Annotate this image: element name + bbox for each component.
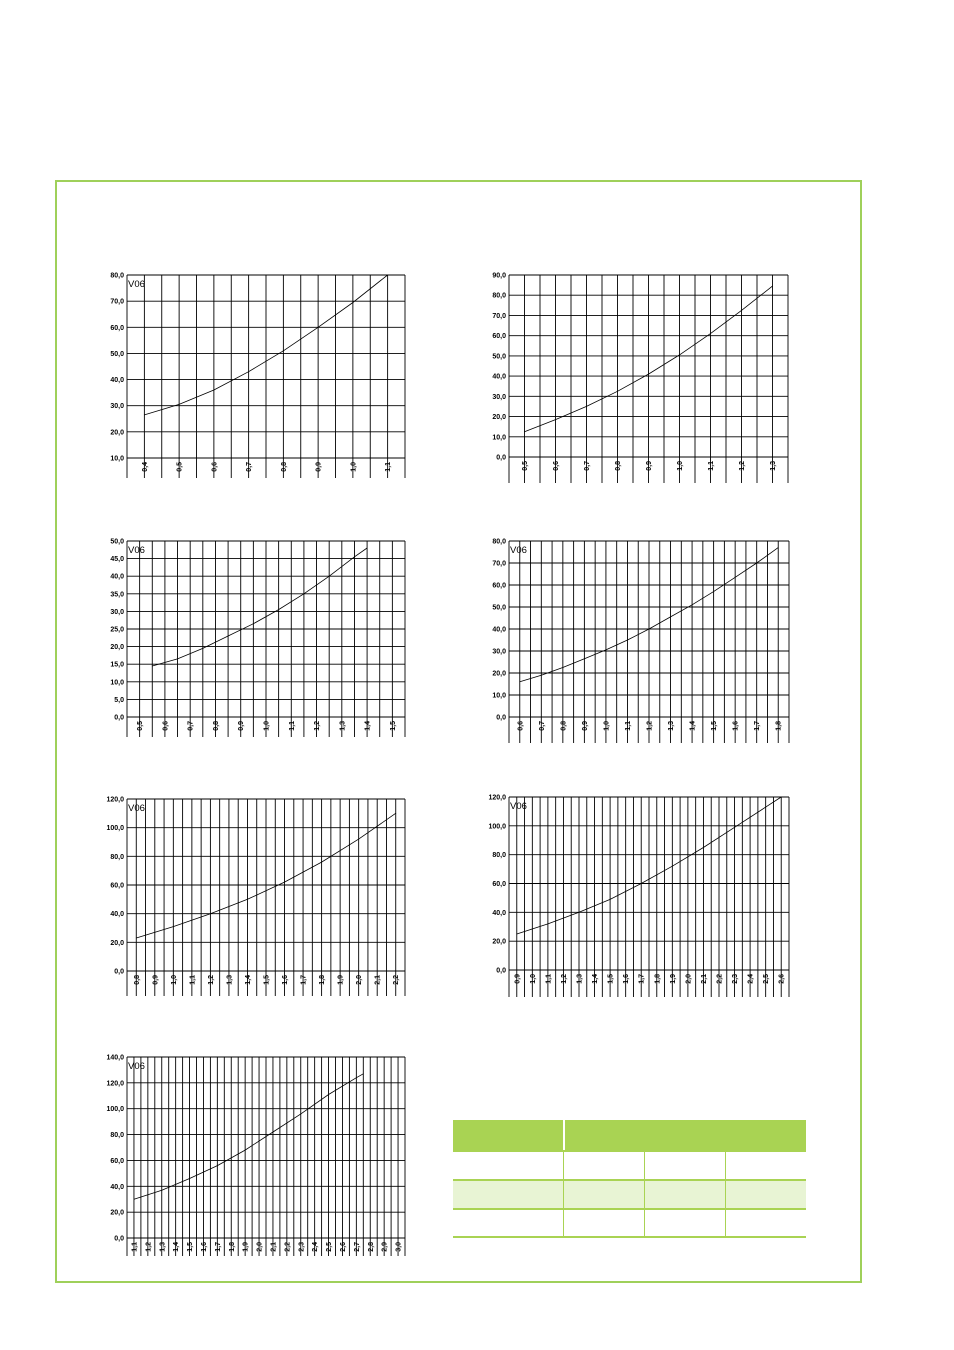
x-tick-label: 1,2	[646, 721, 654, 731]
y-tick-label: 70,0	[492, 312, 506, 320]
data-point	[584, 658, 585, 659]
table-divider	[725, 1181, 726, 1208]
x-tick-label: 0,6	[517, 721, 525, 731]
data-point	[756, 563, 757, 564]
y-tick-label: 40,0	[110, 573, 124, 581]
table-row	[453, 1179, 806, 1208]
x-tick-label: 2,3	[732, 974, 740, 984]
data-point	[321, 862, 322, 863]
data-point	[741, 310, 742, 311]
x-tick-label: 1,7	[754, 721, 762, 731]
data-point	[177, 659, 178, 660]
table-divider	[563, 1181, 564, 1208]
y-tick-label: 0,0	[496, 714, 506, 722]
y-tick-label: 20,0	[110, 429, 124, 437]
data-point	[273, 1132, 274, 1133]
data-point	[284, 882, 285, 883]
x-tick-label: 0,6	[553, 461, 560, 471]
data-point	[735, 577, 736, 578]
y-tick-label: 50,0	[110, 538, 124, 546]
data-point	[606, 650, 607, 651]
data-point	[778, 547, 779, 548]
x-tick-label: 1,3	[226, 975, 234, 985]
y-tick-label: 50,0	[492, 353, 506, 361]
x-tick-label: 1,5	[607, 974, 615, 984]
y-tick-label: 80,0	[110, 1132, 124, 1140]
x-tick-label: 0,8	[133, 975, 141, 985]
x-tick-label: 1,4	[364, 721, 372, 731]
x-tick-label: 2,2	[284, 1242, 292, 1252]
y-tick-label: 10,0	[110, 679, 124, 687]
x-tick-label: 1,0	[677, 461, 684, 471]
x-tick-label: 0,5	[137, 721, 145, 731]
table-divider	[644, 1152, 645, 1179]
data-point	[772, 286, 773, 287]
chart-6	[488, 795, 789, 998]
data-point	[356, 1077, 357, 1078]
series-label: V06	[510, 545, 527, 556]
y-tick-label: 30,0	[492, 648, 506, 656]
x-tick-label: 0,9	[646, 461, 653, 471]
data-point	[627, 640, 628, 641]
x-tick-label: 1,8	[319, 975, 327, 985]
y-tick-label: 0,0	[114, 968, 124, 976]
x-tick-label: 0,9	[315, 462, 323, 472]
x-tick-label: 2,1	[700, 974, 708, 984]
y-tick-label: 10,0	[110, 455, 124, 463]
data-point	[692, 604, 693, 605]
data-point	[586, 406, 587, 407]
y-tick-label: 15,0	[110, 661, 124, 669]
x-tick-label: 0,8	[212, 721, 220, 731]
x-tick-label: 3,0	[395, 1242, 403, 1252]
x-tick-label: 2,3	[298, 1242, 306, 1252]
data-point	[161, 1190, 162, 1191]
x-tick-label: 1,3	[770, 461, 777, 471]
x-tick-label: 0,5	[522, 461, 529, 471]
data-point	[189, 1178, 190, 1179]
x-tick-label: 1,9	[242, 1242, 250, 1252]
x-tick-label: 0,8	[560, 721, 568, 731]
y-tick-label: 20,0	[492, 938, 506, 946]
x-tick-label: 2,4	[747, 974, 755, 984]
data-point	[228, 636, 229, 637]
data-point	[144, 414, 145, 415]
x-tick-label: 1,3	[668, 721, 676, 731]
data-point	[173, 926, 174, 927]
y-tick-label: 0,0	[496, 454, 506, 462]
x-tick-label: 0,9	[152, 975, 160, 985]
data-point	[247, 899, 248, 900]
data-point	[367, 548, 368, 549]
x-tick-label: 0,6	[211, 462, 219, 472]
x-tick-label: 1,0	[170, 975, 178, 985]
x-tick-label: 1,4	[244, 975, 252, 985]
data-point	[516, 934, 517, 935]
chart-3	[110, 539, 405, 738]
y-tick-label: 60,0	[110, 324, 124, 332]
series-label: V06	[128, 1061, 145, 1072]
x-tick-label: 1,1	[131, 1242, 139, 1252]
x-tick-label: 1,3	[159, 1242, 167, 1252]
chart-1	[110, 273, 405, 479]
y-tick-label: 45,0	[110, 556, 124, 564]
y-tick-label: 20,0	[492, 670, 506, 678]
x-tick-label: 1,1	[189, 975, 197, 985]
data-point	[713, 591, 714, 592]
y-tick-label: 120,0	[106, 1080, 124, 1088]
data-point	[300, 1113, 301, 1114]
x-tick-label: 2,4	[312, 1242, 320, 1252]
data-point	[617, 391, 618, 392]
x-tick-label: 2,5	[763, 974, 771, 984]
y-tick-label: 20,0	[110, 939, 124, 947]
data-point	[679, 354, 680, 355]
y-tick-label: 80,0	[110, 272, 124, 280]
data-point	[328, 1094, 329, 1095]
data-point	[304, 593, 305, 594]
data-point	[217, 1165, 218, 1166]
x-tick-label: 1,4	[592, 974, 600, 984]
x-tick-label: 0,7	[187, 721, 195, 731]
y-tick-label: 60,0	[110, 882, 124, 890]
data-point	[555, 419, 556, 420]
table-row	[453, 1150, 806, 1179]
table-header-row	[453, 1120, 806, 1150]
y-tick-label: 5,0	[114, 696, 124, 704]
y-tick-label: 30,0	[110, 403, 124, 411]
data-point	[649, 629, 650, 630]
x-tick-label: 0,9	[514, 974, 522, 984]
data-point	[672, 866, 673, 867]
series-label: V06	[128, 803, 145, 814]
x-tick-label: 2,1	[374, 975, 382, 985]
x-tick-label: 0,4	[141, 462, 149, 472]
data-point	[136, 938, 137, 939]
y-tick-label: 70,0	[110, 298, 124, 306]
data-point	[134, 1199, 135, 1200]
x-tick-label: 2,0	[256, 1242, 264, 1252]
y-tick-label: 60,0	[110, 1157, 124, 1165]
data-point	[253, 623, 254, 624]
x-tick-label: 2,6	[778, 974, 786, 984]
data-point	[245, 1150, 246, 1151]
series-label: V06	[510, 801, 527, 812]
data-point	[152, 666, 153, 667]
table-divider	[644, 1210, 645, 1236]
data-point	[610, 899, 611, 900]
x-tick-label: 1,1	[624, 721, 632, 731]
data-point	[547, 923, 548, 924]
table-divider	[725, 1210, 726, 1236]
data-point	[710, 333, 711, 334]
x-tick-label: 1,8	[775, 721, 783, 731]
y-tick-label: 140,0	[106, 1054, 124, 1062]
y-tick-label: 40,0	[492, 626, 506, 634]
y-tick-label: 40,0	[110, 377, 124, 385]
data-point	[213, 390, 214, 391]
x-tick-label: 2,6	[339, 1242, 347, 1252]
y-tick-label: 0,0	[496, 967, 506, 975]
x-tick-label: 1,8	[654, 974, 662, 984]
chart-2	[492, 273, 788, 484]
data-point	[248, 371, 249, 372]
data-point	[519, 681, 520, 682]
x-tick-label: 0,8	[615, 461, 622, 471]
x-tick-label: 2,8	[367, 1242, 375, 1252]
y-tick-label: 10,0	[492, 434, 506, 442]
chart-7	[106, 1055, 405, 1257]
x-tick-label: 0,7	[538, 721, 546, 731]
x-tick-label: 0,6	[162, 721, 170, 731]
x-tick-label: 2,2	[393, 975, 401, 985]
x-tick-label: 1,1	[708, 461, 715, 471]
data-point	[641, 883, 642, 884]
y-tick-label: 25,0	[110, 626, 124, 634]
y-tick-label: 80,0	[492, 292, 506, 300]
x-tick-label: 1,6	[282, 975, 290, 985]
x-tick-label: 0,7	[584, 461, 591, 471]
y-tick-label: 120,0	[106, 796, 124, 804]
data-point	[363, 1073, 364, 1074]
x-tick-label: 1,0	[529, 974, 537, 984]
table-divider	[725, 1152, 726, 1179]
x-tick-label: 2,2	[716, 974, 724, 984]
x-tick-label: 1,0	[603, 721, 611, 731]
x-tick-label: 1,4	[689, 721, 697, 731]
y-tick-label: 60,0	[492, 881, 506, 888]
y-tick-label: 50,0	[110, 350, 124, 358]
x-tick-label: 1,4	[173, 1242, 181, 1252]
y-tick-label: 80,0	[110, 853, 124, 861]
chart-5	[106, 797, 405, 997]
y-tick-label: 100,0	[106, 1106, 124, 1114]
y-tick-label: 120,0	[488, 794, 506, 802]
x-tick-label: 0,5	[176, 462, 184, 472]
x-tick-label: 1,5	[711, 721, 719, 731]
y-tick-label: 0,0	[114, 1235, 124, 1243]
series-label: V06	[128, 545, 145, 556]
x-tick-label: 2,5	[326, 1242, 334, 1252]
y-tick-label: 10,0	[492, 692, 506, 700]
x-tick-label: 1,2	[560, 974, 568, 984]
data-point	[329, 576, 330, 577]
y-tick-label: 30,0	[492, 393, 506, 401]
y-tick-label: 80,0	[492, 538, 506, 546]
y-tick-label: 40,0	[492, 909, 506, 917]
legend-table	[453, 1120, 806, 1238]
x-tick-label: 1,1	[385, 462, 393, 472]
y-tick-label: 35,0	[110, 591, 124, 599]
series-curve	[152, 548, 367, 666]
x-tick-label: 2,7	[353, 1242, 361, 1252]
data-point	[210, 913, 211, 914]
y-tick-label: 20,0	[110, 1209, 124, 1217]
data-point	[202, 648, 203, 649]
y-tick-label: 100,0	[488, 823, 506, 831]
x-tick-label: 2,9	[381, 1242, 389, 1252]
table-header-cell	[565, 1120, 806, 1150]
x-tick-label: 1,8	[228, 1242, 236, 1252]
data-point	[395, 813, 396, 814]
x-tick-label: 1,1	[545, 974, 553, 984]
y-tick-label: 20,0	[492, 414, 506, 422]
chart-4	[492, 539, 789, 744]
x-tick-label: 1,5	[187, 1242, 195, 1252]
x-tick-label: 1,6	[623, 974, 631, 984]
x-tick-label: 1,7	[300, 975, 308, 985]
y-tick-label: 80,0	[492, 852, 506, 860]
x-tick-label: 2,0	[356, 975, 364, 985]
data-point	[734, 827, 735, 828]
table-divider	[644, 1181, 645, 1208]
y-tick-label: 30,0	[110, 608, 124, 616]
x-tick-label: 1,0	[263, 721, 271, 731]
data-point	[179, 404, 180, 405]
x-tick-label: 1,3	[576, 974, 584, 984]
x-tick-label: 1,2	[314, 721, 322, 731]
x-tick-label: 2,1	[270, 1242, 278, 1252]
data-point	[358, 839, 359, 840]
table-divider	[563, 1210, 564, 1236]
x-tick-label: 1,2	[739, 461, 746, 471]
x-tick-label: 1,6	[732, 721, 740, 731]
x-tick-label: 0,9	[581, 721, 589, 731]
data-point	[703, 847, 704, 848]
data-point	[283, 350, 284, 351]
x-tick-label: 1,6	[200, 1242, 208, 1252]
y-tick-label: 0,0	[114, 714, 124, 722]
x-tick-label: 0,7	[246, 462, 254, 472]
data-point	[579, 912, 580, 913]
data-point	[562, 667, 563, 668]
data-point	[670, 617, 671, 618]
data-point	[278, 609, 279, 610]
x-tick-label: 1,2	[207, 975, 215, 985]
table-divider	[563, 1152, 564, 1179]
y-tick-label: 50,0	[492, 604, 506, 612]
x-tick-label: 1,9	[669, 974, 677, 984]
y-tick-label: 20,0	[110, 644, 124, 652]
x-tick-label: 1,7	[214, 1242, 222, 1252]
y-tick-label: 70,0	[492, 560, 506, 568]
x-tick-label: 0,8	[280, 462, 288, 472]
data-point	[541, 675, 542, 676]
data-point	[648, 374, 649, 375]
y-tick-label: 90,0	[492, 272, 506, 280]
y-tick-label: 40,0	[110, 1183, 124, 1191]
x-tick-label: 1,1	[288, 721, 296, 731]
table-header-cell	[453, 1120, 563, 1150]
y-tick-label: 60,0	[492, 582, 506, 590]
data-point	[318, 327, 319, 328]
y-tick-label: 40,0	[110, 911, 124, 919]
y-tick-label: 100,0	[106, 825, 124, 833]
table-row	[453, 1208, 806, 1238]
x-tick-label: 1,7	[638, 974, 646, 984]
x-tick-label: 1,2	[145, 1242, 153, 1252]
data-point	[765, 807, 766, 808]
x-tick-label: 2,0	[685, 974, 693, 984]
data-point	[524, 431, 525, 432]
x-tick-label: 1,3	[339, 721, 347, 731]
x-tick-label: 1,9	[337, 975, 345, 985]
x-tick-label: 0,9	[238, 721, 246, 731]
x-tick-label: 1,5	[389, 721, 397, 731]
data-point	[354, 556, 355, 557]
x-tick-label: 1,0	[350, 462, 358, 472]
y-tick-label: 40,0	[492, 373, 506, 381]
y-tick-label: 60,0	[492, 333, 506, 341]
data-point	[352, 302, 353, 303]
x-tick-label: 1,5	[263, 975, 271, 985]
data-point	[387, 275, 388, 276]
series-label: V06	[128, 279, 145, 290]
data-point	[781, 797, 782, 798]
